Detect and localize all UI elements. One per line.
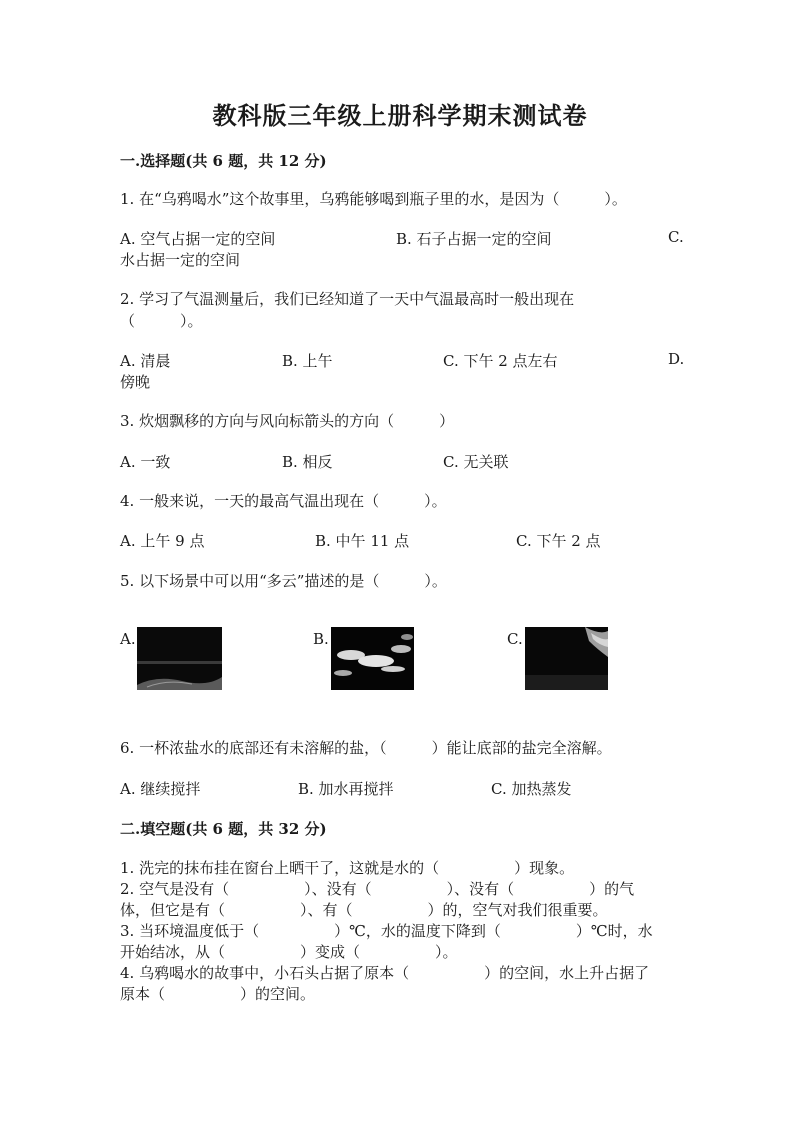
q2-option-b: B. 上午 bbox=[282, 352, 333, 370]
q1-option-c: C. bbox=[668, 228, 684, 246]
section-heading-choice: 一.选择题(共 6 题，共 12 分) bbox=[120, 152, 327, 170]
question-4: 4. 一般来说，一天的最高气温出现在（ ）。 bbox=[120, 492, 447, 510]
q4-option-b: B. 中午 11 点 bbox=[315, 532, 410, 550]
question-3: 3. 炊烟飘移的方向与风向标箭头的方向（ ） bbox=[120, 412, 455, 430]
q1-option-c-text: 水占据一定的空间 bbox=[120, 251, 241, 269]
question-6: 6. 一杯浓盐水的底部还有未溶解的盐，（ ）能让底部的盐完全溶解。 bbox=[120, 739, 612, 757]
question-2: 2. 学习了气温测量后，我们已经知道了一天中气温最高时一般出现在 bbox=[120, 290, 575, 308]
q2-option-d: D. bbox=[668, 350, 685, 368]
q1-option-b: B. 石子占据一定的空间 bbox=[396, 230, 552, 248]
q5-option-c: C. bbox=[507, 630, 523, 648]
q5-option-b: B. bbox=[313, 630, 329, 648]
q5-photo-a bbox=[137, 627, 222, 690]
q6-option-a: A. 继续搅拌 bbox=[120, 780, 201, 798]
question-1: 1. 在“乌鸦喝水”这个故事里，乌鸦能够喝到瓶子里的水，是因为（ ）。 bbox=[120, 190, 627, 208]
page-title: 教科版三年级上册科学期末测试卷 bbox=[212, 101, 588, 130]
question-5: 5. 以下场景中可以用“多云”描述的是（ ）。 bbox=[120, 572, 447, 590]
q1-option-a: A. 空气占据一定的空间 bbox=[120, 230, 276, 248]
fill-line-7: 原本（ ）的空间。 bbox=[120, 985, 316, 1003]
q4-option-a: A. 上午 9 点 bbox=[120, 532, 205, 550]
q6-option-b: B. 加水再搅拌 bbox=[298, 780, 394, 798]
q2-option-a: A. 清晨 bbox=[120, 352, 171, 370]
fill-line-4: 3. 当环境温度低于（ ）℃，水的温度下降到（ ）℃时，水 bbox=[120, 922, 653, 940]
fill-line-6: 4. 乌鸦喝水的故事中，小石头占据了原本（ ）的空间，水上升占据了 bbox=[120, 964, 650, 982]
fill-line-2: 2. 空气是没有（ ）、没有（ ）、没有（ ）的气 bbox=[120, 880, 635, 898]
section-heading-fill: 二.填空题(共 6 题，共 32 分) bbox=[120, 820, 327, 838]
q6-option-c: C. 加热蒸发 bbox=[491, 780, 572, 798]
q3-option-c: C. 无关联 bbox=[443, 453, 509, 471]
q5-photo-b bbox=[331, 627, 414, 690]
q2-option-c: C. 下午 2 点左右 bbox=[443, 352, 558, 370]
q4-option-c: C. 下午 2 点 bbox=[516, 532, 601, 550]
fill-line-3: 体，但它是有（ ）、有（ ）的，空气对我们很重要。 bbox=[120, 901, 608, 919]
q5-photo-c bbox=[525, 627, 608, 690]
q3-option-a: A. 一致 bbox=[120, 453, 171, 471]
fill-line-5: 开始结冰，从（ ）变成（ ）。 bbox=[120, 943, 458, 961]
fill-line-1: 1. 洗完的抹布挂在窗台上晒干了，这就是水的（ ）现象。 bbox=[120, 859, 575, 877]
question-2-cont: （ ）。 bbox=[120, 312, 203, 330]
q5-option-a: A. bbox=[120, 630, 136, 648]
q3-option-b: B. 相反 bbox=[282, 453, 333, 471]
q2-option-d-text: 傍晚 bbox=[120, 373, 151, 391]
